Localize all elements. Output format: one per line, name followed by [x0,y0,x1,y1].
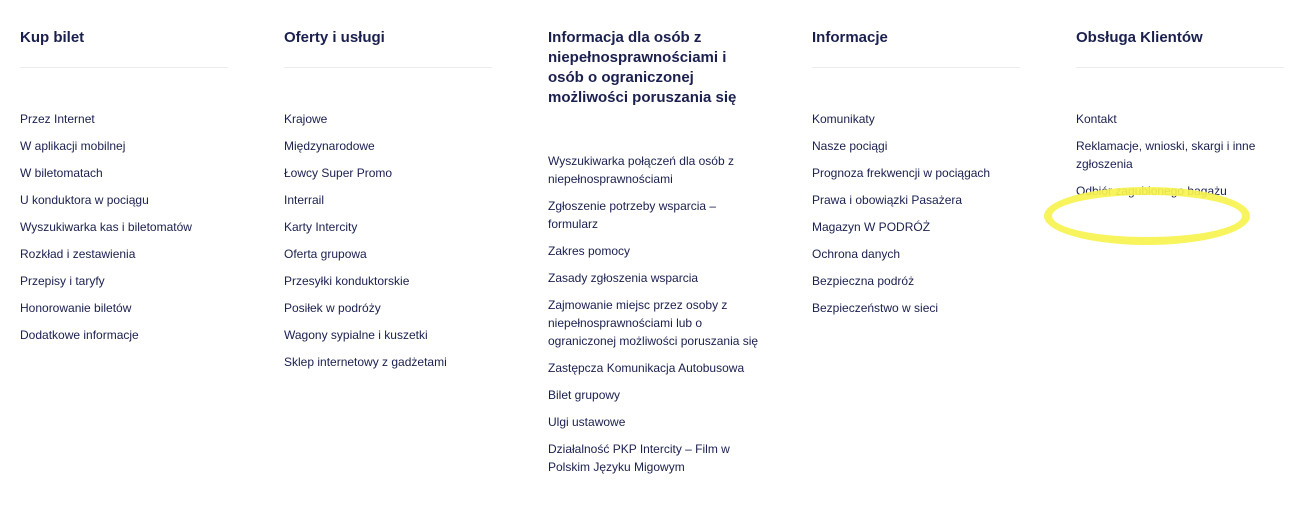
footer-link[interactable]: W biletomatach [20,166,103,180]
footer-link[interactable]: Wyszukiwarka połączeń dla osób z niepełnosprawnościami [548,154,734,186]
link-list [812,110,990,326]
footer-link[interactable]: Posiłek w podróży [284,301,381,315]
footer-link[interactable]: Zajmowanie miejsc przez osoby z niepełnosprawnościami lub o ograniczonej możliwości poruszania się [548,298,759,348]
footer-link[interactable]: Karty Intercity [284,220,358,234]
footer-link[interactable]: Komunikaty [812,112,875,126]
footer-link[interactable]: Honorowanie biletów [20,301,132,315]
footer-link[interactable]: Przesyłki konduktorskie [284,274,410,288]
footer-link[interactable]: Wyszukiwarka kas i biletomatów [20,220,192,234]
footer-link[interactable]: Oferta grupowa [284,247,367,261]
footer-link[interactable]: Zastępcza Komunikacja Autobusowa [548,361,745,375]
link-list [548,152,763,485]
column-heading: Informacja dla osób z niepełnosprawnościami i osób o ograniczonej możliwości poruszania się [548,29,737,106]
footer-link[interactable]: W aplikacji mobilnej [20,139,126,153]
link-list [20,110,192,353]
footer-link[interactable]: Interrail [284,193,325,207]
footer-link[interactable]: Działalność PKP Intercity – Film w Polskim Języku Migowym [548,442,730,474]
footer-link[interactable]: Międzynarodowe [284,139,375,153]
footer-link[interactable]: Prawa i obowiązki Pasażera [812,193,963,207]
footer-columns [20,0,1284,508]
footer-link[interactable]: Wagony sypialne i kuszetki [284,328,428,342]
link-list [1076,110,1266,209]
footer-link[interactable]: Zgłoszenie potrzeby wsparcia – formularz [548,199,717,231]
footer-link[interactable]: Bezpieczeństwo w sieci [812,301,939,315]
footer-link[interactable]: Nasze pociągi [812,139,888,153]
footer-link-lost-luggage[interactable]: Odbiór zagubionego bagażu [1076,184,1227,198]
footer-link[interactable]: Ulgi ustawowe [548,415,626,429]
footer-link[interactable]: Dodatkowe informacje [20,328,139,342]
footer-link[interactable]: Rozkład i zestawienia [20,247,136,261]
column-heading: Obsługa Klientów [1076,29,1203,46]
footer-link[interactable]: Łowcy Super Promo [284,166,393,180]
footer-link[interactable]: Ochrona danych [812,247,901,261]
column-divider [284,67,492,68]
footer-link[interactable]: Sklep internetowy z gadżetami [284,355,447,369]
column-divider [812,67,1020,68]
footer-link[interactable]: Bezpieczna podróż [812,274,915,288]
link-list [284,110,447,380]
footer-link[interactable]: U konduktora w pociągu [20,193,149,207]
footer-link[interactable]: Zakres pomocy [548,244,631,258]
footer-link[interactable]: Magazyn W PODRÓŻ [812,220,931,234]
footer-link[interactable]: Przez Internet [20,112,95,126]
footer-link[interactable]: Bilet grupowy [548,388,621,402]
column-divider [20,67,228,68]
footer-link[interactable]: Prognoza frekwencji w pociągach [812,166,991,180]
column-divider [1076,67,1284,68]
column-heading: Informacje [812,29,888,46]
footer-link[interactable]: Kontakt [1076,112,1117,126]
footer-link[interactable]: Zasady zgłoszenia wsparcia [548,271,699,285]
column-heading: Kup bilet [20,29,85,46]
column-heading: Oferty i usługi [284,29,385,46]
footer-link[interactable]: Reklamacje, wnioski, skargi i inne zgłoszenia [1076,139,1256,171]
footer-link[interactable]: Krajowe [284,112,328,126]
footer-link[interactable]: Przepisy i taryfy [20,274,105,288]
